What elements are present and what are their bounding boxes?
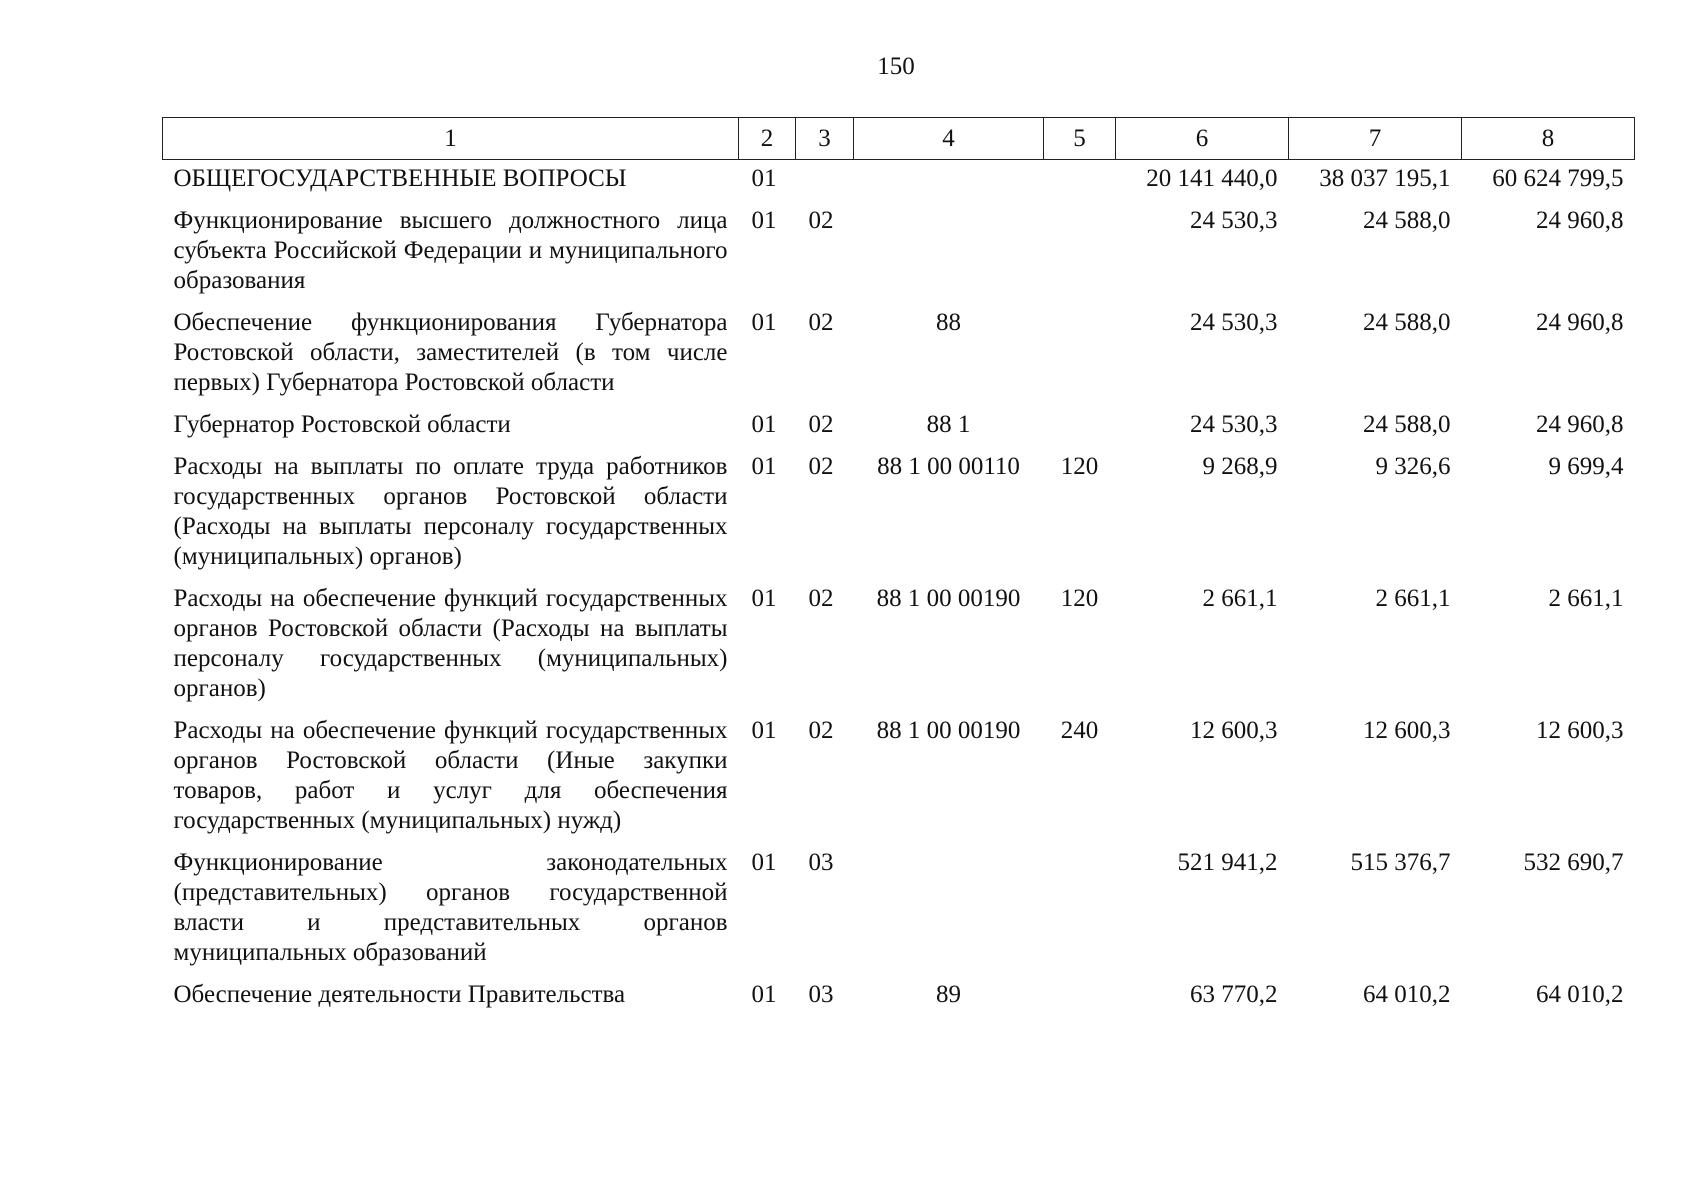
row-amount-col7: 9 326,6 <box>1375 453 1451 480</box>
row-subsection: 02 <box>808 585 834 612</box>
table-row <box>163 980 1635 1022</box>
row-target-article: 88 1 00 00190 <box>876 585 1021 612</box>
row-name: Расходы на обеспечение функций государственных органов Ростовской области (Иные закупки товаров, работ и услуг для обеспечения государственных (муниципальных) нужд) <box>173 717 728 834</box>
table-row <box>163 308 1635 410</box>
table-row <box>163 206 1635 308</box>
row-amount-col6: 521 941,2 <box>1177 849 1278 876</box>
row-amount-col6: 20 141 440,0 <box>1146 165 1278 192</box>
table-row <box>163 452 1635 584</box>
row-subsection: 03 <box>808 981 834 1008</box>
row-target-article: 89 <box>936 981 961 1008</box>
row-target-article: 88 1 00 00110 <box>877 453 1020 480</box>
row-section: 01 <box>751 309 777 336</box>
row-subsection: 02 <box>808 411 834 438</box>
row-amount-col7: 515 376,7 <box>1350 849 1451 876</box>
row-section: 01 <box>751 981 777 1008</box>
column-header-6: 6 <box>1116 118 1289 160</box>
row-section: 01 <box>751 207 777 234</box>
row-expense-type <box>1044 848 1116 980</box>
row-name: Функционирование высшего должностного лица субъекта Российской Федерации и муниципального образования <box>173 207 728 294</box>
row-expense-type: 120 <box>1060 585 1099 612</box>
row-amount-col6: 12 600,3 <box>1190 717 1278 744</box>
row-amount-col6: 24 530,3 <box>1190 309 1278 336</box>
row-name: Обеспечение функционирования Губернатора Ростовской области, заместителей (в том числе первых) Губернатора Ростовской области <box>173 309 728 396</box>
row-amount-col8: 2 661,1 <box>1548 585 1624 612</box>
row-section: 01 <box>751 717 777 744</box>
row-amount-col8: 24 960,8 <box>1536 411 1624 438</box>
column-header-2: 2 <box>739 118 796 160</box>
table-row <box>163 410 1635 452</box>
row-target-article <box>854 848 1044 980</box>
row-subsection: 03 <box>808 849 834 876</box>
row-expense-type: 240 <box>1060 717 1099 744</box>
row-amount-col6: 24 530,3 <box>1190 207 1278 234</box>
row-expense-type <box>1044 980 1116 1022</box>
row-name: Расходы на выплаты по оплате труда работников государственных органов Ростовской области (Расходы на выплаты персоналу государственных (муниципальных) органов) <box>173 453 728 570</box>
row-subsection: 02 <box>808 207 834 234</box>
column-number-header <box>163 118 1635 160</box>
page-number: 150 <box>877 53 915 80</box>
row-target-article: 88 1 00 00190 <box>876 717 1021 744</box>
row-expense-type <box>1044 160 1116 207</box>
row-expense-type: 120 <box>1060 453 1099 480</box>
row-amount-col8: 532 690,7 <box>1523 849 1624 876</box>
row-amount-col6: 9 268,9 <box>1202 453 1278 480</box>
row-expense-type <box>1044 308 1116 410</box>
row-amount-col8: 24 960,8 <box>1536 309 1624 336</box>
row-target-article: 88 <box>936 309 961 336</box>
budget-table <box>162 117 1635 1022</box>
row-name: Расходы на обеспечение функций государственных органов Ростовской области (Расходы на выплаты персоналу государственных (муниципальных) органов) <box>173 585 728 702</box>
row-section: 01 <box>751 165 777 192</box>
row-expense-type <box>1044 206 1116 308</box>
row-amount-col8: 64 010,2 <box>1536 981 1624 1008</box>
column-header-3: 3 <box>796 118 854 160</box>
row-amount-col6: 2 661,1 <box>1202 585 1278 612</box>
row-amount-col7: 24 588,0 <box>1363 207 1451 234</box>
row-target-article: 88 1 <box>926 411 971 438</box>
row-amount-col6: 63 770,2 <box>1190 981 1278 1008</box>
table-row <box>163 848 1635 980</box>
row-section: 01 <box>751 411 777 438</box>
row-target-article <box>854 206 1044 308</box>
column-header-4: 4 <box>854 118 1044 160</box>
column-header-7: 7 <box>1289 118 1462 160</box>
table-row <box>163 716 1635 848</box>
row-expense-type <box>1044 410 1116 452</box>
column-header-5: 5 <box>1044 118 1116 160</box>
row-section: 01 <box>751 849 777 876</box>
row-amount-col7: 64 010,2 <box>1363 981 1451 1008</box>
row-amount-col7: 38 037 195,1 <box>1319 165 1451 192</box>
table-row <box>163 584 1635 716</box>
row-name: Губернатор Ростовской области <box>173 411 511 438</box>
row-subsection: 02 <box>808 453 834 480</box>
column-header-8: 8 <box>1462 118 1635 160</box>
row-name: ОБЩЕГОСУДАРСТВЕННЫЕ ВОПРОСЫ <box>173 165 627 192</box>
row-section: 01 <box>751 585 777 612</box>
row-subsection: 02 <box>808 309 834 336</box>
row-name: Обеспечение деятельности Правительства <box>173 981 626 1008</box>
row-target-article <box>854 160 1044 207</box>
row-amount-col7: 12 600,3 <box>1363 717 1451 744</box>
row-amount-col7: 2 661,1 <box>1375 585 1451 612</box>
row-amount-col8: 9 699,4 <box>1548 453 1624 480</box>
row-amount-col8: 24 960,8 <box>1536 207 1624 234</box>
row-amount-col8: 12 600,3 <box>1536 717 1624 744</box>
row-amount-col8: 60 624 799,5 <box>1492 165 1624 192</box>
row-amount-col7: 24 588,0 <box>1363 411 1451 438</box>
column-header-1: 1 <box>163 118 739 160</box>
row-name: Функционирование законодательных (представительных) органов государственной власти и представительных органов муниципальных образований <box>173 849 728 966</box>
table-row <box>163 160 1635 207</box>
row-subsection <box>796 160 854 207</box>
row-subsection: 02 <box>808 717 834 744</box>
row-amount-col6: 24 530,3 <box>1190 411 1278 438</box>
row-section: 01 <box>751 453 777 480</box>
row-amount-col7: 24 588,0 <box>1363 309 1451 336</box>
